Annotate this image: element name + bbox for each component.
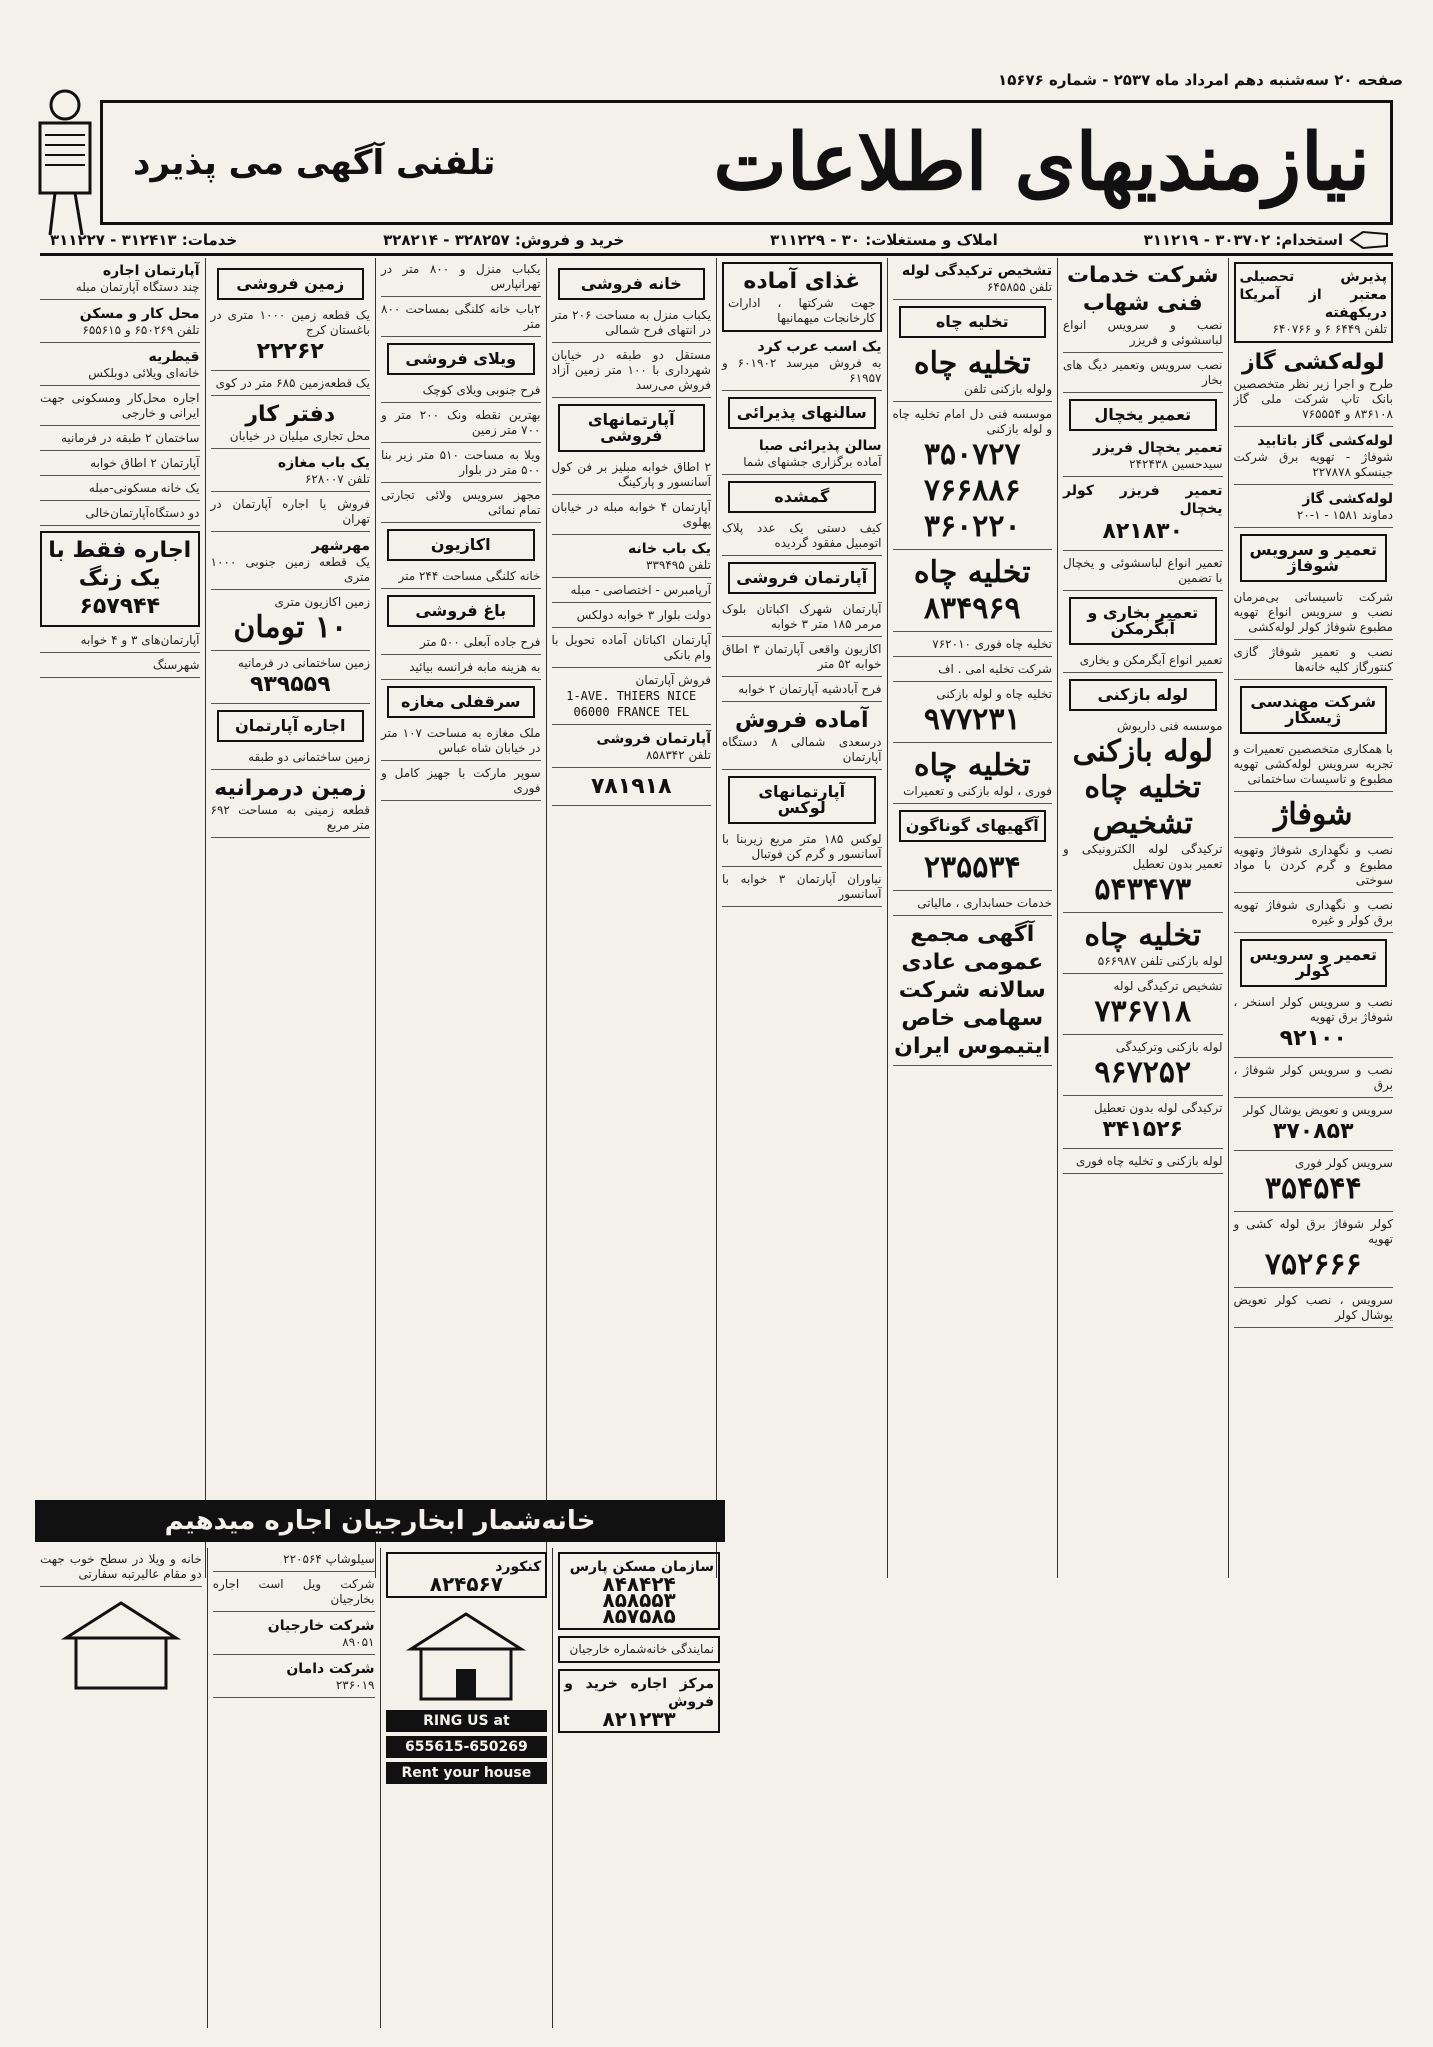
phone-services: خدمات: ۳۱۲۴۱۳ - ۳۱۱۲۲۷ — [50, 230, 238, 249]
ad-heading: شرکت خدمات فنی شهاب — [1066, 263, 1219, 316]
classified-ad: یک قطعه زمین ۱۰۰۰ متری در باغستان کرج ۲۲۲۶۲ — [211, 308, 371, 371]
lower-ads — [35, 1548, 725, 2028]
ad-phone: ۳۴۱۵۲۶ — [1102, 1117, 1184, 1142]
classified-ad: تعمیر انواع آبگرمکن و بخاری — [1063, 653, 1223, 673]
classified-ad — [213, 1617, 375, 1655]
classified-ad: فرح جاده آبعلی ۵۰۰ متر — [381, 635, 541, 655]
classified-ad: خانه و ویلا در سطح خوب جهت دو مقام عالیرتبه سفارتی — [40, 1552, 202, 1587]
ad-big-text: تخلیه چاه — [1084, 770, 1202, 805]
ad-heading: دفتر کار — [245, 402, 336, 427]
classified-ad — [1234, 432, 1394, 485]
ad-heading: لوله‌کشی گاز — [1242, 350, 1385, 375]
ad-big-text: ۱۰ تومان — [233, 610, 348, 645]
category-heading: شرکت مهندسی ژیسکار — [1240, 686, 1388, 734]
ad-heading: آپارتمان اجاره — [102, 263, 200, 279]
classified-ad: با همکاری متخصصین تعمیرات و تجربه سرویس لوله‌کشی تهویه مطبوع و تاسیسات ساختمانی — [1234, 742, 1394, 792]
ad-phone: ۳۶۰۲۲۰ — [923, 509, 1021, 544]
brand-title: نیازمندیهای اطلاعات — [713, 116, 1370, 208]
ad-heading: زمین درمرانیه — [214, 776, 367, 801]
classified-ad: تخلیه چاه لوله بازکنی تلفن ۵۶۶۹۸۷ — [1063, 918, 1223, 974]
classified-ad — [40, 262, 200, 300]
classified-ad — [722, 707, 882, 770]
column-3 — [887, 258, 1058, 1578]
classified-ad: زمین اکازیون متری ۱۰ تومان — [211, 595, 371, 651]
page-info: صفحه ۲۰ سه‌شنبه دهم امرداد ماه ۲۵۳۷ - شماره ۱۵۶۷۶ — [998, 71, 1403, 89]
category-heading: آپارتمانهای لوکس — [728, 776, 876, 824]
classified-ad: فرح آبادشیه آپارتمان ۲ خوابه — [722, 682, 882, 702]
classified-ad: فرح جنوبی ویلای کوچک — [381, 383, 541, 403]
classified-ad — [1234, 797, 1394, 838]
tagline: تلفنی آگهی می پذیرد — [133, 142, 496, 183]
classified-ad — [722, 338, 882, 391]
classified-ad — [386, 1552, 548, 1598]
classified-ad: آپارتمان شهرک اکباتان بلوک مرمر ۱۸۵ متر ۳ خوابه — [722, 602, 882, 637]
ad-text: ۸۹۰۵۱ — [342, 1635, 375, 1649]
ad-phone: ۷۵۲۶۶۶ — [1264, 1247, 1362, 1282]
classified-ad — [1063, 482, 1223, 551]
masthead — [100, 100, 1393, 225]
ad-text: خانه‌ای ویلائی دوبلکس — [88, 366, 200, 380]
ad-heading: مرکز اجاره خرید و فروش — [564, 1676, 714, 1710]
classified-ad: ۲باب خانه کلنگی بمساحت ۸۰۰ متر — [381, 302, 541, 337]
classified-ad: نمایندگی خانه‌شماره خارجیان — [558, 1636, 720, 1663]
ad-text: تلفن ۶۲۸۰۰۷ — [304, 472, 370, 486]
category-heading: اجاره آپارتمان — [217, 710, 365, 742]
ad-text: تلفن ۶۴۴۹ ۶ و ۶۴۰۷۶۶ — [1272, 322, 1387, 336]
ad-heading: محل کار و مسکن — [79, 306, 200, 322]
classified-ad: سرویس و تعویض یوشال کولر ۳۷۰۸۵۳ — [1234, 1103, 1394, 1151]
ad-phone: ۳۵۰۷۲۷ — [923, 437, 1021, 472]
ad-heading: لوله‌کشی گاز — [1302, 491, 1393, 507]
category-heading: سالنهای پذیرائی — [728, 397, 876, 429]
column-2 — [1057, 258, 1228, 1578]
ad-phone: ۷۸۱۹۱۸ — [590, 774, 672, 799]
classified-ad — [1234, 490, 1394, 528]
ad-text: تلفن ۳۳۹۴۹۵ — [645, 558, 711, 572]
ad-text: ۲۳۶۰۱۹ — [335, 1678, 375, 1692]
ad-heading: تعمیر یخچال فریزر — [1093, 440, 1223, 456]
classified-ad: زمین درمرانیه قطعه زمینی به مساحت ۶۹۲ متر مربع — [211, 775, 371, 838]
ad-heading: پذیرش تحصیلی معتبر از آمریکا دریکهفته — [1239, 269, 1387, 321]
classified-ad — [211, 454, 371, 492]
classified-ad: ساختمان ۲ طبقه در فرمانیه — [40, 431, 200, 451]
ad-phone: ۸۲۱۲۳۳ — [602, 1707, 676, 1731]
category-heading: باغ فروشی — [387, 595, 535, 627]
classified-ad: لوله بازکنی وترکیدگی ۹۶۷۲۵۲ — [1063, 1040, 1223, 1096]
classified-ad: نیاوران آپارتمان ۳ خوابه با آسانسور — [722, 872, 882, 907]
lower-column-4 — [35, 1548, 207, 2028]
classified-ad: تخلیه چاه فوری ، لوله بازکنی و تعمیرات — [893, 748, 1053, 804]
phone-trade: خرید و فروش: ۳۲۸۲۵۷ - ۳۲۸۲۱۴ — [383, 230, 625, 249]
ad-text: به فروش میرسد ۶۰۱۹۰۲ و ۶۱۹۵۷ — [722, 356, 882, 385]
ad-big-text: شوفاژ — [1273, 797, 1353, 832]
classified-ad: بهترین نقطه ونک ۲۰۰ متر و ۷۰۰ متر زمین — [381, 408, 541, 443]
ad-text: تلفن ۶۴۵۸۵۵ — [986, 280, 1052, 294]
classified-ad: آپارتمان ۲ اطاق خوابه — [40, 456, 200, 476]
ad-big-text: لوله بازکنی — [1072, 734, 1214, 769]
column-5 — [546, 258, 717, 1578]
ad-phone: ۳۷۰۸۵۳ — [1272, 1119, 1354, 1144]
ad-heading: یک باب مغازه — [277, 455, 370, 471]
classified-ad: آپارتمان‌های ۳ و ۴ خوابه — [40, 633, 200, 653]
ad-heading: تشخیص ترکیدگی لوله — [901, 263, 1052, 279]
ad-heading: اجاره فقط با یک زنگ — [48, 538, 192, 591]
category-heading: سرقفلی مغازه — [387, 686, 535, 718]
classified-ad: شرکت تخلیه امی . اف — [893, 662, 1053, 682]
classified-ad: آپارتمان ۴ خوابه مبله در خیابان پهلوی — [552, 500, 712, 535]
classified-ad: آرپامبرس - اختصاصی - مبله — [552, 583, 712, 603]
ad-heading: شرکت دامان — [286, 1661, 375, 1677]
classified-ad: اکازیون واقعی آپارتمان ۳ اطاق خوابه ۵۲ متر — [722, 642, 882, 677]
classified-ad: شرکت تاسیساتی بی‌مرمان نصب و سرویس انواع تهویه مطبوع شوفاژ کولر لوله‌کشی — [1234, 590, 1394, 640]
ad-big-text: تخلیه چاه — [913, 555, 1031, 590]
classified-ad: نصب و سرویس کولر شوفاژ ، برق — [1234, 1063, 1394, 1098]
ad-phone: ۹۷۷۲۳۱ — [923, 702, 1021, 737]
classified-ad — [1063, 439, 1223, 477]
ad-big-text: تخلیه چاه — [913, 346, 1031, 381]
rent-house-label: Rent your house — [386, 1762, 548, 1784]
classified-ad — [558, 1552, 720, 1630]
classified-ad: دو دستگاه‌آپارتمان‌خالی — [40, 506, 200, 526]
classified-ad: به هزینه مابه فرانسه بیائید — [381, 660, 541, 680]
classified-ad — [1234, 349, 1394, 427]
classified-ad: خدمات حسابداری ، مالیاتی — [893, 896, 1053, 916]
category-heading: ویلای فروشی — [387, 343, 535, 375]
ad-heading: لوله‌کشی گاز باتابید — [1257, 433, 1393, 449]
column-1 — [1228, 258, 1399, 1578]
ad-phone: ۳۵۴۵۴۴ — [1264, 1171, 1362, 1206]
category-heading: خانه فروشی — [558, 268, 706, 300]
classified-ad — [552, 730, 712, 768]
classified-ad: آپارتمان اکباتان آماده تحویل با وام بانکی — [552, 633, 712, 668]
ad-text: آماده برگزاری جشنهای شما — [743, 455, 882, 469]
ad-text: سیدحسین ۲۴۲۴۳۸ — [1129, 457, 1223, 471]
ad-text: تلفن ۶۵۰۲۶۹ و ۶۵۵۶۱۵ — [82, 323, 200, 337]
classified-ad: موسسه فنی داریوش لوله بازکنی تخلیه چاه تشخیص ترکیدگی لوله الکترونیکی و تعمیر بدون تعطیل ۵۴۳۴۷۳ — [1063, 719, 1223, 913]
ad-text: چند دستگاه آپارتمان مبله — [75, 280, 200, 294]
classified-ad: تخلیه چاه ولوله بازکنی تلفن — [893, 346, 1053, 402]
classified-ad: سیلوشاپ ۲۲۰۵۶۴ — [213, 1552, 375, 1572]
classified-ad: ویلا به مساحت ۵۱۰ متر زیر بنا ۵۰۰ متر در بلوار — [381, 448, 541, 483]
ad-heading: آماده فروش — [735, 708, 869, 733]
ring-us-label: RING US at — [386, 1710, 548, 1732]
house-illustration — [391, 1604, 541, 1704]
ad-heading: قیطریه — [148, 349, 200, 365]
classified-ad: نصب و تعمیر شوفاژ گازی کنتورگاز کلیه خانه‌ها — [1234, 645, 1394, 680]
ad-phone: ۹۶۷۲۵۲ — [1094, 1055, 1192, 1090]
classified-ad: آگهی مجمع عمومی عادی سالانه شرکت سهامی خاص ایتیموس ایران — [893, 921, 1053, 1066]
ring-us-numbers: 655615-650269 — [386, 1736, 548, 1758]
ad-text: جهت شرکتها ، ادارات کارخانجات میهمانیها — [728, 296, 876, 325]
ad-phone: ۷۳۶۷۱۸ — [1094, 994, 1192, 1029]
classified-ad — [211, 401, 371, 449]
classified-ad — [40, 531, 200, 627]
category-heading: گمشده — [728, 481, 876, 513]
classified-ad: کولر شوفاژ برق لوله کشی و تهویه ۷۵۲۶۶۶ — [1234, 1217, 1394, 1288]
ad-heading: تعمیر فریزر کولر یخچال — [1063, 483, 1223, 517]
classified-ad: تخلیه چاه فوری ۷۶۲۰۱۰ — [893, 637, 1053, 657]
category-heading: لوله بازکنی — [1069, 679, 1217, 711]
classified-ad — [552, 540, 712, 578]
ad-phone: ۸۴۸۴۲۴ ۸۵۸۵۵۳ ۸۵۷۵۸۵ — [602, 1572, 676, 1628]
classified-ad: تشخیص ترکیدگی لوله ۷۳۶۷۱۸ — [1063, 979, 1223, 1035]
classified-ad: مستقل دو طبقه در خیابان شهرداری با ۱۰۰ متر زمین آزاد فروش می‌رسد — [552, 348, 712, 398]
category-heading: تعمیر یخچال — [1069, 399, 1217, 431]
ad-phone: ۲۳۵۵۳۴ — [923, 850, 1021, 885]
ad-heading: آپارتمان فروشی — [596, 731, 711, 747]
classified-ad: لوکس ۱۸۵ متر مربع زیربنا با آسانسور و گرم کن فوتبال — [722, 832, 882, 867]
classified-ad — [722, 262, 882, 332]
ad-text: طرح و اجرا زیر نظر متخصصین بانک تاپ شرکت ملی گاز ۸۳۶۱۰۸ و ۷۶۵۵۵۴ — [1233, 377, 1393, 421]
category-heading: آگهیهای گوناگون — [899, 810, 1047, 842]
column-8 — [35, 258, 205, 1578]
classified-ad: نصب و نگهداری شوفاژ وتهویه مطبوع و گرم کردن با مواد سوختی — [1234, 843, 1394, 893]
classified-ad: زمین ساختمانی در فرمانیه ۹۳۹۵۵۹ — [211, 656, 371, 704]
ad-text: تلفن ۸۵۸۳۴۲ — [645, 748, 711, 762]
classified-ad: زمین ساختمانی دو طبقه — [211, 750, 371, 770]
classified-ad: یک قطعه‌زمین ۶۸۵ متر در کوی — [211, 376, 371, 396]
column-4 — [716, 258, 887, 1578]
classified-ad — [893, 262, 1053, 300]
category-heading: تعمیر و سرویس شوفاژ — [1240, 534, 1388, 582]
classified-ad: لوله بازکنی و تخلیه چاه فوری — [1063, 1154, 1223, 1174]
ad-phone: ۹۲۱۰۰ — [1279, 1026, 1347, 1051]
ad-text: درسعدی شمالی ۸ دستگاه آپارتمان — [722, 735, 882, 764]
ad-phone: ۵۴۳۴۷۳ — [1094, 872, 1192, 907]
classified-ad: شهرسنگ — [40, 658, 200, 678]
ad-phone: ۸۲۴۵۶۷ — [429, 1572, 503, 1596]
classified-ad — [40, 348, 200, 386]
lower-column-3 — [207, 1548, 380, 2028]
ad-big-text: تخلیه چاه — [913, 748, 1031, 783]
phone-directory-row — [40, 226, 1393, 256]
classified-ad: کیف دستی یک عدد پلاک اتومبیل مفقود گردیده — [722, 521, 882, 556]
classified-ad: فروش آپارتمان 1-AVE. THIERS NICE 06000 FRANCE TEL — [552, 673, 712, 725]
phone-realestate: املاک و مستغلات: ۳۰ - ۳۱۱۲۲۹ — [770, 230, 998, 249]
rental-banner: خانه‌شمار ابخارجیان اجاره میدهیم — [35, 1500, 725, 1542]
ad-heading: کنکورد — [495, 1559, 542, 1575]
classified-ad — [893, 555, 1053, 632]
ad-text: محل تجاری میلیان در خیابان — [229, 429, 370, 443]
classified-ad — [722, 437, 882, 475]
classified-ad: مجهز سرویس ولائی تجارتی تمام نمائی — [381, 488, 541, 523]
classified-ad — [213, 1660, 375, 1698]
ad-heading: یک باب خانه — [627, 541, 711, 557]
classified-ad: نصب و سرویس کولر اسنخر ، شوفاژ برق تهویه ۹۲۱۰۰ — [1234, 995, 1394, 1058]
classified-ad: خانه کلنگی مساحت ۲۴۴ متر — [381, 569, 541, 589]
classified-ad: ۲ اطاق خوابه مبلیز بر فن کول آسانسور و پارکینگ — [552, 460, 712, 495]
ad-heading: غذای آماده — [743, 269, 861, 294]
classified-ad: تخلیه چاه و لوله بازکنی ۹۷۷۲۳۱ — [893, 687, 1053, 743]
classified-ad — [558, 1669, 720, 1733]
ad-phone: ۸۳۴۹۶۹ — [923, 591, 1021, 626]
category-heading: تعمیر و سرویس کولر — [1240, 939, 1388, 987]
classified-ad: یک خانه مسکونی-مبله — [40, 481, 200, 501]
classified-ad: مهرشهر یک قطعه زمین جنوبی ۱۰۰۰ متری — [211, 537, 371, 590]
ad-heading: شرکت خارجیان — [267, 1618, 375, 1634]
category-heading: آپارتمانهای فروشی — [558, 404, 706, 452]
ad-big-text: تخلیه چاه — [1084, 918, 1202, 953]
classified-ad — [1063, 262, 1223, 353]
category-heading: تعمیر بخاری و آبگرمکن — [1069, 597, 1217, 645]
classified-ad: ترکیدگی لوله بدون تعطیل ۳۴۱۵۲۶ — [1063, 1101, 1223, 1149]
lower-column-1 — [552, 1548, 725, 2028]
classified-ad: سرویس کولر فوری ۳۵۴۵۴۴ — [1234, 1156, 1394, 1212]
ad-phone: ۹۳۹۵۵۹ — [249, 672, 331, 697]
classified-ad: سوپر مارکت با جهیز کامل و فوری — [381, 766, 541, 801]
classified-ad: دولت بلوار ۳ خوابه دولکس — [552, 608, 712, 628]
category-heading: اکازیون — [387, 529, 535, 561]
category-heading: تخلیه چاه — [899, 306, 1047, 338]
ad-phone: ۶۵۷۹۴۴ — [79, 594, 161, 619]
classified-ad: موسسه فنی دل امام تخلیه چاه و لوله بازکنی ۳۵۰۷۲۷ ۷۶۶۸۸۶ ۳۶۰۲۲۰ — [893, 407, 1053, 550]
ad-heading: سالن پذیرائی صبا — [758, 438, 882, 454]
classified-ad: یکباب منزل و ۸۰۰ متر در تهرانپارس — [381, 262, 541, 297]
category-heading: زمین فروشی — [217, 268, 365, 300]
classified-columns — [35, 258, 1398, 1578]
ad-phone: ۷۶۶۸۸۶ — [923, 473, 1021, 508]
category-heading: آپارتمان فروشی — [728, 562, 876, 594]
ad-heading: یک اسب عرب کرد — [757, 339, 882, 355]
classified-ad: نصب سرویس وتعمیر دیگ های بخار — [1063, 358, 1223, 393]
page-info-bar — [30, 60, 1403, 100]
ad-text: شوفاژ - تهویه برق شرکت جینسکو ۲۲۷۸۷۸ — [1233, 450, 1393, 479]
house-illustration — [46, 1593, 196, 1693]
ad-heading: سازمان مسکن پارس — [569, 1559, 714, 1575]
classified-ad: نصب و نگهداری شوفاژ تهویه برق کولر و غیره — [1234, 898, 1394, 933]
classified-ad — [1234, 262, 1394, 343]
ad-phone: ۲۲۲۶۲ — [256, 339, 324, 364]
column-7 — [205, 258, 376, 1578]
lower-column-2 — [380, 1548, 553, 2028]
classified-ad — [552, 773, 712, 806]
ad-text: نصب و سرویس انواع لباسشوئی و فریزر — [1063, 318, 1223, 347]
classified-ad: شرکت ویل است اجاره بخارجیان — [213, 1577, 375, 1612]
phone-employment: استخدام: ۳۰۳۷۰۲ - ۳۱۱۲۱۹ — [1143, 230, 1343, 249]
ad-phone: ۸۲۱۸۳۰ — [1102, 519, 1184, 544]
classified-ad: یکباب منزل به مساحت ۲۰۶ متر در انتهای فرح شمالی — [552, 308, 712, 343]
classified-ad: تعمیر انواع لباسشوئی و یخچال با تضمین — [1063, 556, 1223, 591]
classified-ad: ملک مغازه به مساحت ۱۰۷ متر در خیابان شاه عباس — [381, 726, 541, 761]
classified-ad: اجاره محل‌کار ومسکونی جهت ایرانی و خارجی — [40, 391, 200, 426]
newsboy-illustration — [20, 85, 110, 245]
classified-ad — [893, 850, 1053, 891]
column-6 — [375, 258, 546, 1578]
classified-ad: فروش یا اجاره آپارتمان در تهران — [211, 497, 371, 532]
ad-big-text: تشخیص — [1092, 806, 1193, 841]
classified-ad: سرویس ، نصب کولر تعویض یوشال کولر — [1234, 1293, 1394, 1328]
ad-text: دماوند ۱۵۸۱ - ۱-۲۰ — [1296, 508, 1393, 522]
classified-ad — [40, 305, 200, 343]
